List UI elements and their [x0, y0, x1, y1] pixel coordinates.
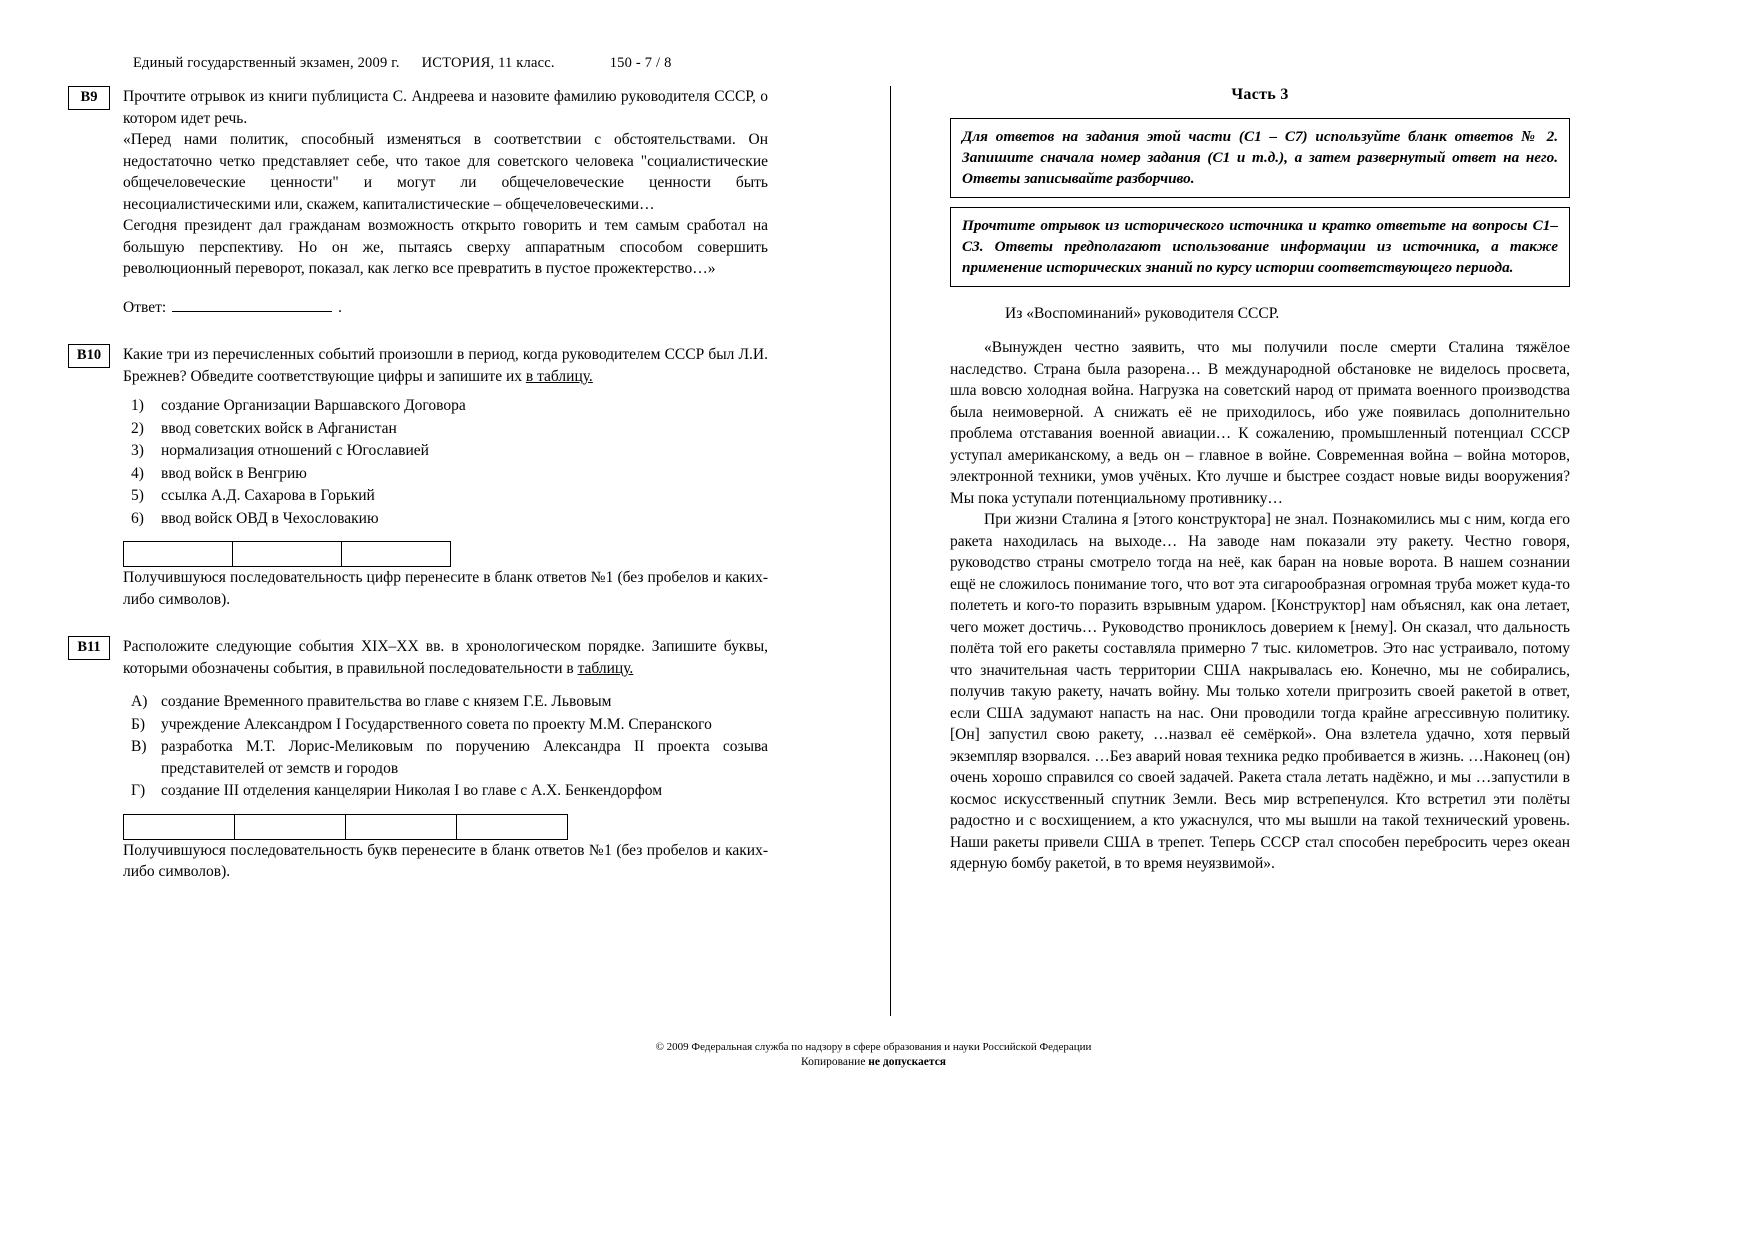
option-marker: 2) [131, 419, 144, 437]
question-b9-answer-line [123, 297, 768, 319]
question-b9 [68, 86, 768, 318]
list-item [123, 395, 768, 417]
instruction-box-answers: Для ответов на задания этой части (С1 – С7) используйте бланк ответов № 2. Запишите сначала номер задания (С1 и т.д.), а затем развернутый ответ на него. Ответы записывайте разборчиво. [950, 118, 1570, 198]
question-b11-answer-grid[interactable] [123, 814, 768, 840]
question-b10-options [123, 395, 768, 529]
footer-copy-text: Копирование [800, 1056, 869, 1068]
option-text: ввод советских войск в Афганистан [161, 419, 397, 437]
left-column [68, 86, 768, 899]
question-b10-body [123, 344, 768, 610]
answer-period: . [338, 298, 343, 316]
option-text: ввод войск ОВД в Чехословакию [161, 509, 379, 527]
option-text: нормализация отношений с Югославией [161, 442, 429, 459]
option-marker: А) [131, 693, 148, 710]
question-b10-prompt [123, 344, 768, 387]
list-item [123, 440, 768, 462]
question-b10-prompt-underlined: в таблицу. [525, 367, 593, 385]
answer-cell[interactable] [123, 814, 234, 840]
option-marker: 6) [131, 509, 144, 527]
option-text: ссылка А.Д. Сахарова в Горький [161, 487, 375, 504]
option-text: создание Временного правительства во главе с князем Г.Е. Львовым [161, 693, 612, 710]
question-b10-answer-grid[interactable] [123, 541, 768, 567]
option-text: разработка М.Т. Лорис-Меликовым по поручению Александра II проекта созыва представителей от земств и городов [161, 738, 768, 777]
instruction-box-source-task: Прочтите отрывок из исторического источника и кратко ответьте на вопросы С1–С3. Ответы предполагают использование информации из источника, а также применение исторических знаний по курсу истории соответствующего периода. [950, 207, 1570, 287]
question-b9-quote-1: «Перед нами политик, способный изменяться в соответствии с обстоятельствами. Он недостаточно четко представляет себе, что такое для советского человека "социалистические общечеловеческие ценности" и могут ли общечеловеческие ценности быть несоциалистическими или, скажем, капиталистические – общечеловеческими… [123, 131, 768, 213]
source-attribution: Из «Воспоминаний» руководителя СССР. [1005, 305, 1280, 322]
header-page-number: 150 - 7 / 8 [609, 55, 672, 71]
answer-cell[interactable] [341, 541, 451, 567]
question-b11-prompt-text: Расположите следующие события XIX–XX вв. в хронологическом порядке. Запишите буквы, которыми обозначены события, в правильной последовательности в [123, 638, 768, 677]
column-divider [890, 86, 891, 1016]
page-footer [0, 1040, 1747, 1070]
question-b9-quote-2: Сегодня президент дал гражданам возможность открыто говорить и тем самым сработал на большую перспективу. Но он же, пытаясь сверху аппаратным способом совершить революционный переворот, показал, как легко все превратить в пустое прожектерство…» [123, 217, 768, 277]
question-b10 [68, 344, 768, 610]
list-item [123, 780, 768, 802]
answer-cell[interactable] [456, 814, 568, 840]
list-item [123, 691, 768, 713]
question-b9-prompt: Прочтите отрывок из книги публициста С. Андреева и назовите фамилию руководителя СССР, о котором идет речь. [123, 88, 768, 127]
list-item [123, 485, 768, 507]
question-b10-note: Получившуюся последовательность цифр перенесите в бланк ответов №1 (без пробелов и каких-либо символов). [123, 569, 768, 608]
option-marker: 1) [131, 397, 144, 414]
source-paragraph: «Вынужден честно заявить, что мы получили после смерти Сталина тяжёлое наследство. Страна была разорена… В международной обстановке не виделось просвета, шла вовсю холодная война. Нагрузка на советский народ от примата военного производства была неимоверной. А снижать её не приходилось, ибо уже появилась дополнительно проблема отставания военной авиации… К сожалению, промышленный потенциал СССР уступал американскому, а ведь он – главное в войне. Современная война – война моторов, электронной техники, умов учёных. Кто лучше и быстрее создаст новые виды вооружения? Мы пока уступали потенциальному противнику… [950, 339, 1570, 507]
option-text: ввод войск в Венгрию [161, 464, 307, 482]
question-b11-note: Получившуюся последовательность букв перенесите в бланк ответов №1 (без пробелов и каких-либо символов). [123, 841, 768, 880]
header-exam-title: Единый государственный экзамен, 2009 г. [133, 55, 400, 71]
footer-copy-notice [0, 1055, 1747, 1070]
question-code-b11: В11 [68, 636, 110, 660]
question-b11-options [123, 691, 768, 802]
footer-copy-emphasis: не допускается [868, 1056, 947, 1068]
option-text: учреждение Александром I Государственного совета по проекту М.М. Сперанского [161, 715, 712, 733]
list-item [123, 736, 768, 779]
question-code-b10: В10 [68, 344, 110, 368]
answer-input-b9[interactable] [172, 297, 332, 312]
option-marker: Б) [131, 715, 146, 733]
option-text: создание Организации Варшавского Договора [161, 397, 466, 414]
option-marker: Г) [131, 782, 146, 799]
question-b11-body [123, 636, 768, 883]
question-b9-body [123, 86, 768, 318]
page-header [133, 55, 672, 72]
answer-cell[interactable] [232, 541, 341, 567]
source-text [950, 337, 1570, 875]
answer-label: Ответ: [123, 298, 167, 316]
question-b11 [68, 636, 768, 883]
answer-cell[interactable] [123, 541, 232, 567]
option-text: создание III отделения канцелярии Николая I во главе с А.Х. Бенкендорфом [161, 782, 663, 799]
option-marker: В) [131, 738, 147, 755]
option-marker: 5) [131, 487, 144, 504]
question-b11-prompt [123, 636, 768, 679]
question-b11-prompt-underlined: таблицу. [577, 659, 634, 677]
question-code-b9: В9 [68, 86, 110, 110]
list-item [123, 714, 768, 736]
part-title: Часть 3 [1231, 86, 1289, 103]
list-item [123, 463, 768, 485]
option-marker: 4) [131, 464, 144, 482]
option-marker: 3) [131, 442, 144, 459]
header-subject: ИСТОРИЯ, 11 класс. [421, 55, 555, 71]
right-column [950, 86, 1570, 875]
footer-copyright: © 2009 Федеральная служба по надзору в сфере образования и науки Российской Федерации [655, 1041, 1092, 1053]
answer-cell[interactable] [345, 814, 456, 840]
list-item [123, 418, 768, 440]
source-paragraph: При жизни Сталина я [этого конструктора] не знал. Познакомились мы с ним, когда его ракета находилась на выходе… На заводе нам показали эту ракету. Честно говоря, руководство страны смотрело тогда на неё, как баран на новые ворота. В нашем сознании ещё не сложилось понимание того, что вот эта сигарообразная огромная труба может куда-то полететь и кого-то поразить взрывным ударом. [Конструктор] нам объяснял, как она летает, чего может достичь… Руководство прониклось доверием к [нему]. Он сказал, что дальность полёта той его ракеты составляла примерно 7 тыс. километров. Это нас устраивало, потому что значительная часть территории США накрывалась ею. Конечно, мы не собирались, получив такую ракету, начать войну. Мы только хотели пригрозить своей ракетой в ответ, если США задумают напасть на нас. Они проводили тогда крайне агрессивную политику. [Он] запустил свою ракету, …назвал её семёркой». Она взлетела удачно, хотя первый экземпляр взорвался. …Без аварий новая техника редко пробивается в жизнь. …Наконец (он) очень хорошо справился со своей задачей. Ракета стала летать надёжно, и мы …запустили в космос искусственный спутник Земли. Весь мир встрепенулся. Кто встретил эти полёты радостно и с восхищением, а кто ужаснулся, что мы вышли на такой технический уровень. Наши ракеты привели США в трепет. Теперь СССР стал способен перебросить через океан ядерную бомбу ракетой, в то время неуязвимой». [950, 511, 1570, 872]
question-b10-prompt-text: Какие три из перечисленных событий произошли в период, когда руководителем СССР был Л.И. Брежнев? Обведите соответствующие цифры и запишите их [123, 346, 768, 385]
list-item [123, 508, 768, 530]
answer-cell[interactable] [234, 814, 345, 840]
